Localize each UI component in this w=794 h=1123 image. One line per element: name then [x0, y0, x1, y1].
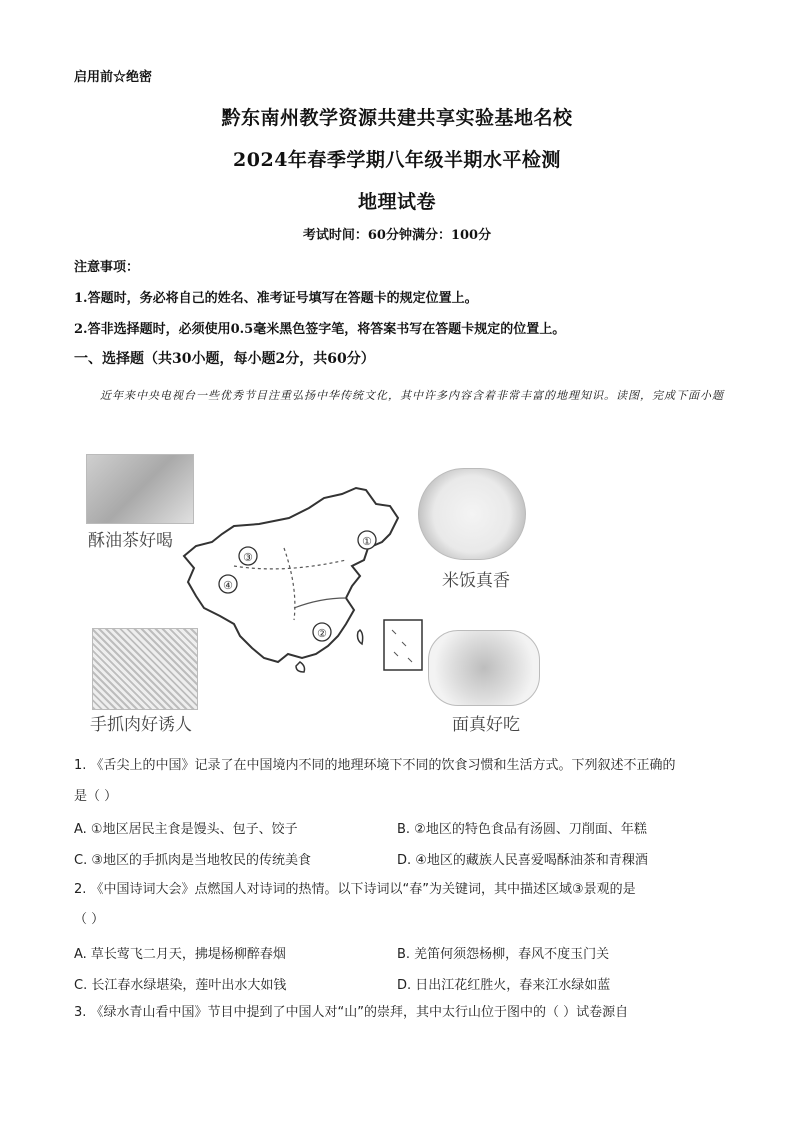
region-boundary-south: [294, 598, 346, 608]
hainan-island: [296, 662, 305, 672]
caption-butter-tea: 酥油茶好喝: [88, 531, 173, 551]
question-2-option-b: B. 羌笛何须怨杨柳，春风不度玉门关: [397, 947, 610, 962]
question-1-stem-cont: 是（ ）: [74, 789, 118, 804]
question-1-option-d: D. ④地区的藏族人民喜爱喝酥油茶和青稞酒: [397, 853, 648, 868]
question-1-option-c: C. ③地区的手抓肉是当地牧民的传统美食: [74, 853, 311, 868]
question-2-option-d: D. 日出江花红胜火，春来江水绿如蓝: [397, 978, 611, 993]
marker-region-3: ③: [243, 551, 253, 564]
south-sea-inset: [384, 620, 422, 670]
question-2-stem: 2. 《中国诗词大会》点燃国人对诗词的热情。以下诗词以“春”为关键词，其中描述区域③景观的是: [74, 882, 636, 897]
caption-noodles: 面真好吃: [452, 715, 520, 735]
china-outline: [184, 488, 398, 662]
taiwan-island: [358, 630, 363, 644]
notes-heading: 注意事项：: [74, 260, 140, 275]
region-boundary-west: [284, 548, 295, 620]
section-heading: 一、选择题（共30小题，每小题2分，共60分）: [74, 351, 375, 367]
exam-info: 考试时间：60分钟满分：100分: [302, 228, 492, 243]
caption-hand-grabbed-meat: 手抓肉好诱人: [90, 715, 192, 735]
question-3-stem: 3. 《绿水青山看中国》节目中提到了中国人对“山”的崇拜，其中太行山位于图中的（ ）试卷源自: [74, 1005, 629, 1020]
question-1-stem: 1. 《舌尖上的中国》记录了在中国境内不同的地理环境下不同的饮食习惯和生活方式。下列叙述不正确的: [74, 758, 676, 773]
question-1-option-a: A. ①地区居民主食是馒头、包子、饺子: [74, 822, 298, 837]
school-title: 黔东南州教学资源共建共享实验基地名校: [221, 107, 573, 129]
marker-region-2: ②: [317, 627, 327, 640]
question-2-stem-cont: （ ）: [74, 912, 105, 927]
exam-title: 2024年春季学期八年级半期水平检测: [233, 149, 561, 171]
question-2-option-a: A. 草长莺飞二月天，拂堤杨柳醉春烟: [74, 947, 286, 962]
note-item: 2.答非选择题时，必须使用0.5毫米黑色签字笔，将答案书写在答题卡规定的位置上。: [74, 322, 566, 337]
confidential-label: 启用前☆绝密: [74, 70, 153, 85]
caption-rice: 米饭真香: [442, 571, 510, 591]
china-region-map: [84, 448, 544, 738]
question-2-option-c: C. 长江春水绿堪染，莲叶出水大如钱: [74, 978, 287, 993]
section-intro: 近年来中央电视台一些优秀节目注重弘扬中华传统文化，其中许多内容含着非常丰富的地理知识。读图，完成下面小题: [100, 389, 724, 402]
marker-region-1: ①: [362, 535, 372, 548]
note-item: 1.答题时，务必将自己的姓名、准考证号填写在答题卡的规定位置上。: [74, 291, 478, 306]
question-1-option-b: B. ②地区的特色食品有汤圆、刀削面、年糕: [397, 822, 647, 837]
subject-title: 地理试卷: [357, 191, 436, 213]
china-food-map-figure: [84, 448, 544, 738]
marker-region-4: ④: [223, 579, 233, 592]
